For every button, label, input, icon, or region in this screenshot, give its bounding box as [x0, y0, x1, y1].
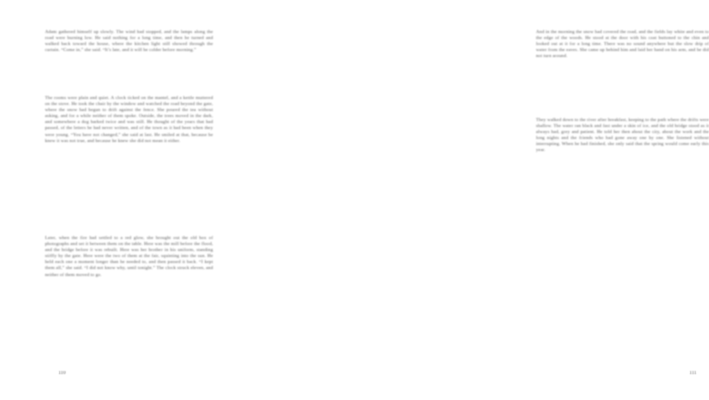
left-page-number: 110	[58, 371, 66, 376]
left-paragraph-1: Adam gathered himself up slowly. The wind had stopped, and the lamps along the road were burning low. He said nothing for a long time, and then he turned and walked back toward the house, where the kitchen light still showed through the curtain. “Come in,” she said. “It’s late, and it will be colder before morning.”	[45, 29, 213, 53]
left-paragraph-2: The rooms were plain and quiet. A clock ticked on the mantel, and a kettle muttered on the stove. He took the chair by the window and watched the road beyond the gate, where the snow had begun to drift against the fence. She poured the tea without asking, and for a while neither of them spoke. Outside, the trees moved in the dark, and somewhere a dog barked twice and was still. He thought of the years that had passed, of the letters he had never written, and of the town as it had been when they were young. “You have not changed,” she said at last. He smiled at that, because he knew it was not true, and because he knew she did not mean it either.	[45, 95, 213, 143]
right-page	[250, 0, 709, 400]
right-paragraph-2: They walked down to the river after breakfast, keeping to the path where the drifts were shallow. The water ran black and fast under a skin of ice, and the old bridge stood as it always had, grey and patient. He told her then about the city, about the work and the long nights and the friends who had gone away one by one. She listened without interrupting. When he had finished, she only said that the spring would come early this year.	[536, 117, 709, 153]
right-page-number: 111	[689, 371, 697, 376]
left-page	[0, 0, 250, 400]
right-paragraph-1: And in the morning the snow had covered the road, and the fields lay white and even to the edge of the woods. He stood at the door with his coat buttoned to the chin and looked out at it for a long time. There was no sound anywhere but the slow drip of water from the eaves. She came up behind him and laid her hand on his arm, and he did not turn around.	[536, 29, 709, 59]
left-paragraph-3: Later, when the fire had settled to a red glow, she brought out the old box of photographs and set it between them on the table. Here was the mill before the flood, and the bridge before it was rebuilt. Here was her brother in his uniform, standing stiffly by the gate. Here were the two of them at the fair, squinting into the sun. He held each one a moment longer than he needed to, and then passed it back. “I kept them all,” she said. “I did not know why, until tonight.” The clock struck eleven, and neither of them moved to go.	[45, 235, 213, 277]
